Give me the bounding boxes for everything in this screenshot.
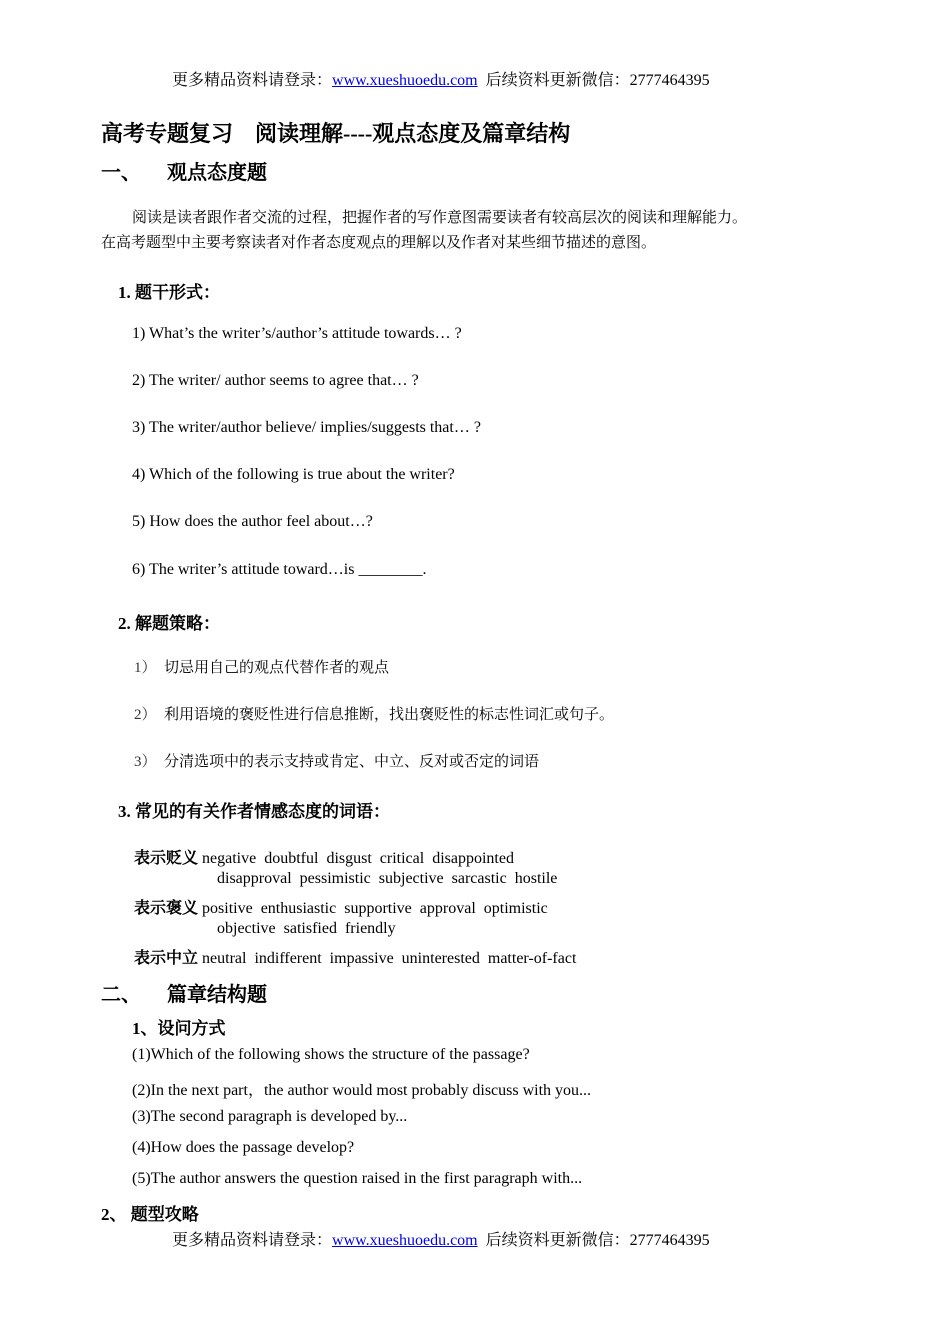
section2-number: 二、 [101, 984, 141, 1006]
tone-word: optimistic [483, 900, 548, 917]
tone-word: objective [217, 920, 276, 937]
tone-word: disappointed [432, 850, 514, 867]
structure-question: (5)The author answers the question raised in the first paragraph with... [132, 1170, 583, 1187]
strategy-item [134, 703, 614, 724]
tone-word: friendly [344, 920, 396, 937]
tone-positive-label: 表示褒义 [134, 900, 199, 917]
tone-word: neutral [202, 950, 247, 967]
question-item: 5) How does the author feel about…? [132, 513, 373, 530]
structure-question: (3)The second paragraph is developed by... [132, 1108, 408, 1125]
strategy-item [134, 656, 389, 677]
structure-question: (1)Which of the following shows the structure of the passage? [132, 1046, 530, 1063]
strategy-text: 分清选项中的表示支持或肯定、中立、反对或否定的词语 [164, 754, 540, 770]
section2-heading [101, 978, 267, 1007]
tone-negative-label: 表示贬义 [134, 850, 199, 867]
sub3-heading: 3. 常见的有关作者情感态度的词语： [118, 802, 390, 821]
tone-word: positive [202, 900, 253, 917]
tone-neutral-row [134, 945, 584, 968]
structure-question: (4)How does the passage develop? [132, 1139, 355, 1156]
sub1-heading: 1. 题干形式： [118, 283, 220, 302]
strategy-number: 1） [134, 660, 157, 676]
tone-word: sarcastic [451, 870, 507, 887]
tone-word: indifferent [254, 950, 322, 967]
tone-positive-row [134, 895, 556, 918]
tone-word: matter-of-fact [487, 950, 577, 967]
question-item: 1) What’s the writer’s/author’s attitude towards… ? [132, 325, 462, 342]
strategy-item [134, 750, 539, 771]
page-header [172, 67, 710, 90]
section1-title: 观点态度题 [167, 162, 267, 184]
header-suffix: 后续资料更新微信：2777464395 [485, 72, 710, 89]
tone-negative-row [134, 845, 522, 868]
tone-word: supportive [344, 900, 412, 917]
strategy-text: 利用语境的褒贬性进行信息推断，找出褒贬性的标志性词汇或句子。 [164, 707, 615, 723]
tone-word: satisfied [283, 920, 337, 937]
strategy-number: 2） [134, 707, 157, 723]
intro-line-2: 在高考题型中主要考察读者对作者态度观点的理解以及作者对某些细节描述的意图。 [101, 235, 657, 251]
tone-word: negative [202, 850, 257, 867]
tone-word: uninterested [401, 950, 480, 967]
intro-line-1: 阅读是读者跟作者交流的过程，把握作者的写作意图需要读者有较高层次的阅读和理解能力。 [132, 210, 748, 226]
tone-word: approval [419, 900, 476, 917]
question-item: 2) The writer/ author seems to agree that… ? [132, 372, 419, 389]
section1-heading [101, 156, 267, 185]
tone-positive-row-2 [217, 920, 404, 938]
tone-word: pessimistic [299, 870, 371, 887]
section2-sub2-heading: 2、 题型攻略 [101, 1205, 199, 1224]
document-title: 高考专题复习 阅读理解----观点态度及篇章结构 [101, 121, 571, 146]
tone-word: disapproval [217, 870, 292, 887]
page-footer [172, 1227, 710, 1250]
tone-word: disgust [326, 850, 372, 867]
question-item: 4) Which of the following is true about the writer? [132, 466, 455, 483]
tone-neutral-label: 表示中立 [134, 950, 199, 967]
tone-word: subjective [378, 870, 444, 887]
tone-word: doubtful [264, 850, 319, 867]
sub2-heading: 2. 解题策略： [118, 614, 220, 633]
tone-word: impassive [329, 950, 394, 967]
footer-link[interactable]: www.xueshuoedu.com [332, 1232, 478, 1249]
question-item: 6) The writer’s attitude toward…is ________. [132, 561, 427, 578]
strategy-text: 切忌用自己的观点代替作者的观点 [164, 660, 390, 676]
tone-word: hostile [514, 870, 558, 887]
tone-word: critical [379, 850, 425, 867]
footer-prefix: 更多精品资料请登录： [172, 1232, 333, 1249]
section2-sub1-heading: 1、设问方式 [132, 1019, 226, 1038]
footer-suffix: 后续资料更新微信：2777464395 [485, 1232, 710, 1249]
strategy-number: 3） [134, 754, 157, 770]
question-item: 3) The writer/author believe/ implies/suggests that… ? [132, 419, 481, 436]
tone-word: enthusiastic [260, 900, 337, 917]
header-prefix: 更多精品资料请登录： [172, 72, 333, 89]
section2-title: 篇章结构题 [167, 984, 267, 1006]
header-link[interactable]: www.xueshuoedu.com [332, 72, 478, 89]
section1-number: 一、 [101, 162, 141, 184]
tone-negative-row-2 [217, 870, 565, 888]
structure-question: (2)In the next part，the author would most probably discuss with you... [132, 1082, 592, 1099]
